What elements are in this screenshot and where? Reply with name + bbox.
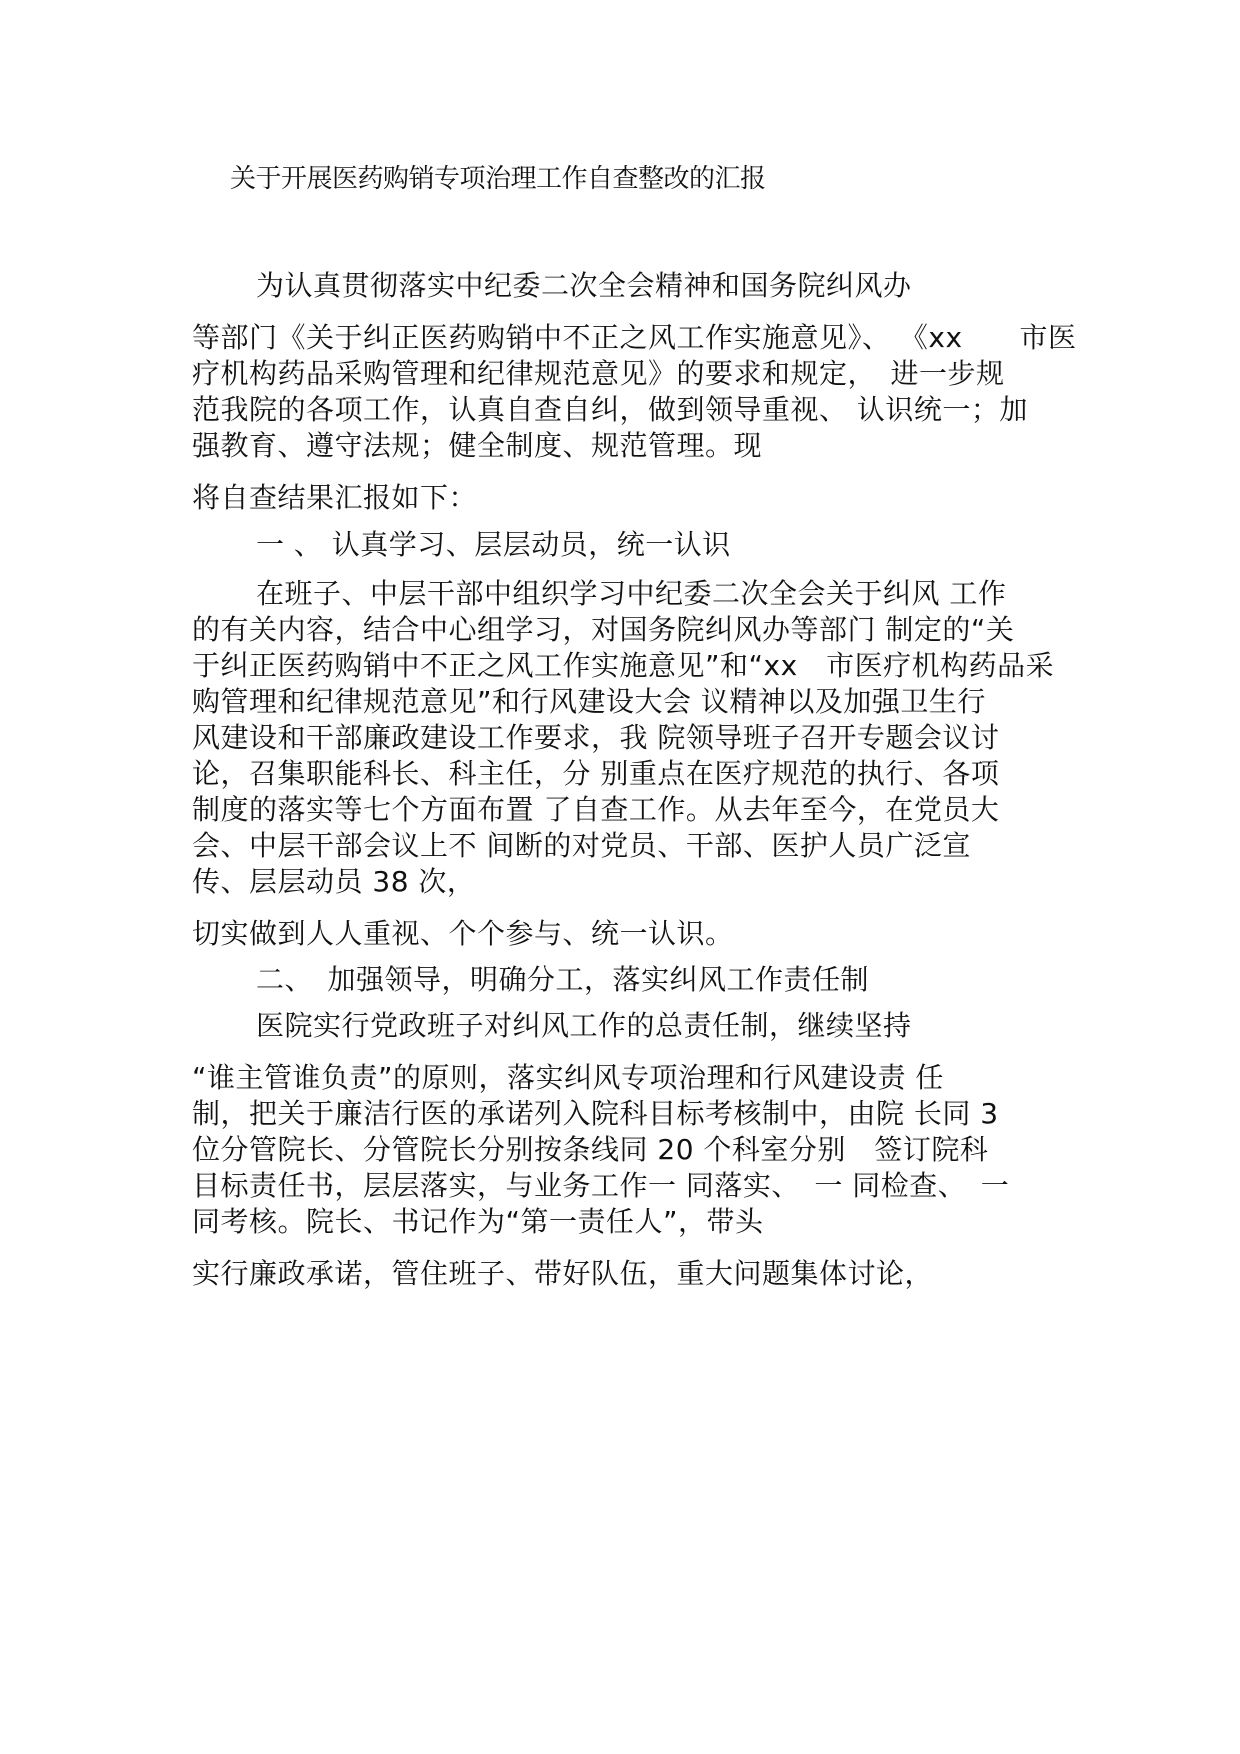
paragraph-line: 位分管院长、分管院长分别按条线同 20 个科室分别 签订院科 xyxy=(192,1133,989,1166)
paragraph-line: 强教育、遵守法规；健全制度、规范管理。现 xyxy=(192,429,763,462)
paragraph-line: 实行廉政承诺，管住班子、带好队伍，重大问题集体讨论， xyxy=(192,1257,934,1290)
paragraph-line: 在班子、中层干部中组织学习中纪委二次全会关于纠风 工作 xyxy=(256,577,1007,610)
section-heading-1: 一 、 认真学习、层层动员，统一认识 xyxy=(256,528,731,561)
paragraph-line: 医院实行党政班子对纠风工作的总责任制，继续坚持 xyxy=(256,1009,912,1042)
paragraph-line: 制，把关于廉洁行医的承诺列入院科目标考核制中，由院 长同 3 xyxy=(192,1097,999,1130)
paragraph-line: 购管理和纪律规范意见”和行风建设大会 议精神以及加强卫生行 xyxy=(192,685,986,718)
paragraph-line: 范我院的各项工作，认真自查自纠，做到领导重视、 认识统一；加 xyxy=(192,393,1028,426)
paragraph-line: 疗机构药品采购管理和纪律规范意见》的要求和规定， 进一步规 xyxy=(192,357,1005,390)
paragraph-line: 目标责任书，层层落实，与业务工作一 同落实、 一 同检查、 一 xyxy=(192,1169,1010,1202)
paragraph-line: 同考核。院长、书记作为“第一责任人”，带头 xyxy=(192,1205,764,1238)
paragraph-line: “谁主管谁负责”的原则，落实纠风专项治理和行风建设责 任 xyxy=(192,1061,944,1094)
document-title: 关于开展医药购销专项治理工作自查整改的汇报 xyxy=(230,164,766,194)
paragraph-line: 将自查结果汇报如下： xyxy=(192,481,478,514)
paragraph-line: 制度的落实等七个方面布置 了自查工作。从去年至今，在党员大 xyxy=(192,793,1000,826)
paragraph-line: 等部门《关于纠正医药购销中不正之风工作实施意见》、 《xx 市医 xyxy=(192,321,1077,354)
paragraph-line: 会、中层干部会议上不 间断的对党员、干部、医护人员广泛宣 xyxy=(192,829,971,862)
paragraph-line: 于纠正医药购销中不正之风工作实施意见”和“xx 市医疗机构药品采 xyxy=(192,649,1055,682)
paragraph-line: 切实做到人人重视、个个参与、统一认识。 xyxy=(192,917,734,950)
paragraph-line: 的有关内容，结合中心组学习，对国务院纠风办等部门 制定的“关 xyxy=(192,613,1015,646)
paragraph-line: 论，召集职能科长、科主任，分 别重点在医疗规范的执行、各项 xyxy=(192,757,1000,790)
paragraph-line: 为认真贯彻落实中纪委二次全会精神和国务院纠风办 xyxy=(256,269,912,302)
paragraph-line: 传、层层动员 38 次， xyxy=(192,865,476,898)
section-heading-2: 二、 加强领导，明确分工，落实纠风工作责任制 xyxy=(256,963,870,996)
paragraph-line: 风建设和干部廉政建设工作要求，我 院领导班子召开专题会议讨 xyxy=(192,721,1000,754)
